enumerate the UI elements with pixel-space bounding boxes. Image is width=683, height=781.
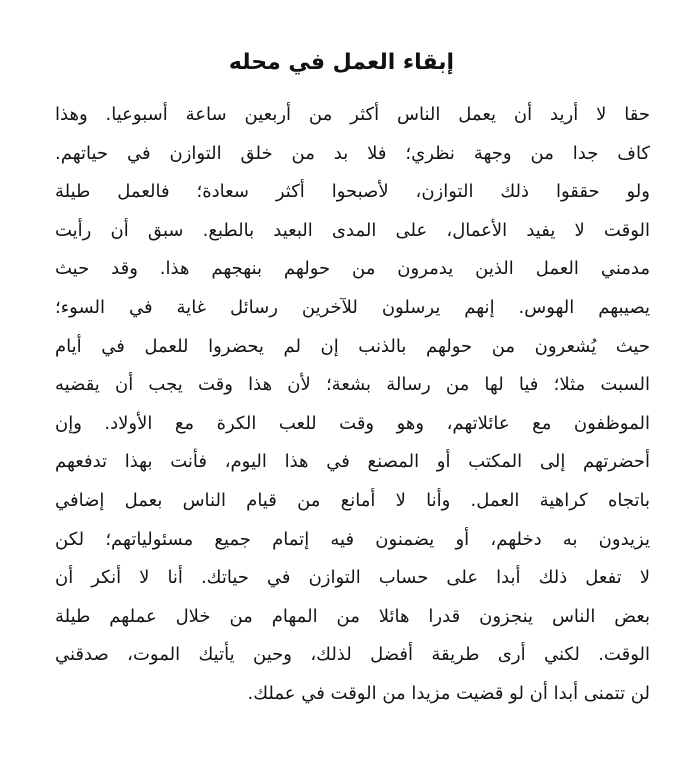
page-title: إبقاء العمل في محله: [228, 50, 455, 75]
text-line: مدمني العمل الذين يدمرون من حولهم بنهجهم هذا. وقد حيث: [55, 258, 650, 280]
text-line: الوقت. لكني أرى طريقة أفضل لذلك، وحين يأتيك الموت، صدقني: [55, 644, 650, 666]
text-line: بعض الناس ينجزون قدرا هائلا من المهام من خلال عملهم طيلة: [55, 605, 650, 627]
text-line: يزيدون به دخلهم، أو يضمنون فيه إتمام جميع مسئولياتهم؛ لكن: [55, 528, 650, 550]
text-line: أحضرتهم إلى المكتب أو المصنع في هذا اليوم، فأنت بهذا تدفعهم: [55, 451, 650, 473]
text-line: كاف جدا من وجهة نظري؛ فلا بد من خلق التوازن في حياتهم.: [55, 142, 650, 164]
text-line: لا تفعل ذلك أبدا على حساب التوازن في حياتك. أنا لا أنكر أن: [55, 567, 650, 589]
text-line: يصيبهم الهوس. إنهم يرسلون للآخرين رسائل غاية في السوء؛: [55, 296, 650, 318]
text-line: حقا لا أريد أن يعمل الناس أكثر من أربعين ساعة أسبوعيا. وهذا: [55, 104, 650, 125]
text-line: لن تتمنى أبدا أن لو قضيت مزيدا من الوقت في عملك.: [247, 682, 650, 704]
text-line: باتجاه كراهية العمل. وأنا لا أمانع من قيام الناس بعمل إضافي: [55, 489, 650, 511]
body-paragraph: [55, 96, 650, 714]
text-line: ولو حققوا ذلك التوازن، لأصبحوا أكثر سعادة؛ فالعمل طيلة: [55, 181, 650, 203]
text-line: حيث يُشعرون من حولهم بالذنب إن لم يحضروا للعمل في أيام: [55, 335, 650, 357]
text-line: الوقت لا يفيد الأعمال، على المدى البعيد بالطبع. سبق أن رأيت: [55, 219, 650, 241]
text-line: الموظفون مع عائلاتهم، وهو وقت للعب الكرة مع الأولاد. وإن: [55, 412, 650, 434]
text-line: السبت مثلا؛ فيا لها من رسالة بشعة؛ لأن هذا وقت يجب أن يقضيه: [55, 374, 650, 396]
